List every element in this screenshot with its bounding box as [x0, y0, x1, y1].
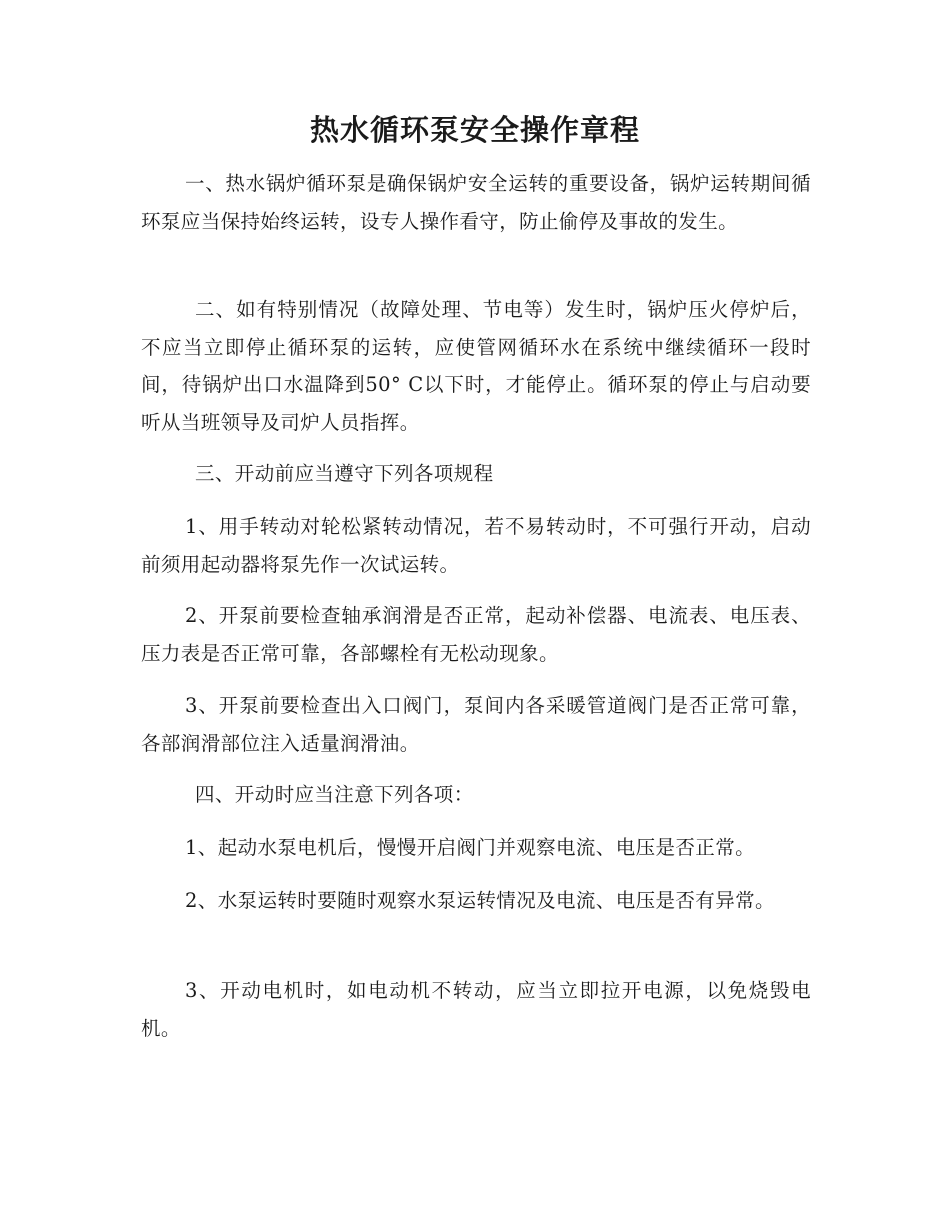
- document-title: 热水循环泵安全操作章程: [309, 113, 640, 147]
- paragraph-section-3-item-2: 2、开泵前要检查轴承润滑是否正常，起动补偿器、电流表、电压表、压力表是否正常可靠，各部螺栓有无松动现象。: [141, 604, 811, 665]
- paragraph-section-4-item-3: 3、开动电机时，如电动机不转动，应当立即拉开电源，以免烧毁电机。: [141, 979, 811, 1040]
- paragraph-section-2: 二、如有特别情况（故障处理、节电等）发生时，锅炉压火停炉后，不应当立即停止循环泵的运转，应使管网循环水在系统中继续循环一段时间，待锅炉出口水温降到50° C以下时，才能停止。循环泵的停止与启动要听从当班领导及司炉人员指挥。: [141, 298, 811, 434]
- paragraph-section-4-item-1: 1、起动水泵电机后，慢慢开启阀门并观察电流、电压是否正常。: [185, 836, 756, 859]
- paragraph-section-4-heading: 四、开动时应当注意下列各项：: [195, 783, 474, 806]
- paragraph-section-3-heading: 三、开动前应当遵守下列各项规程: [195, 462, 494, 485]
- paragraph-section-3-item-1: 1、用手转动对轮松紧转动情况，若不易转动时，不可强行开动，启动前须用起动器将泵先作一次试运转。: [141, 515, 811, 576]
- paragraph-section-3-item-3: 3、开泵前要检查出入口阀门，泵间内各采暖管道阀门是否正常可靠，各部润滑部位注入适量润滑油。: [141, 694, 811, 755]
- paragraph-section-4-item-2: 2、水泵运转时要随时观察水泵运转情况及电流、电压是否有异常。: [185, 889, 775, 912]
- paragraph-section-1: 一、热水锅炉循环泵是确保锅炉安全运转的重要设备，锅炉运转期间循环泵应当保持始终运转，设专人操作看守，防止偷停及事故的发生。: [141, 172, 811, 233]
